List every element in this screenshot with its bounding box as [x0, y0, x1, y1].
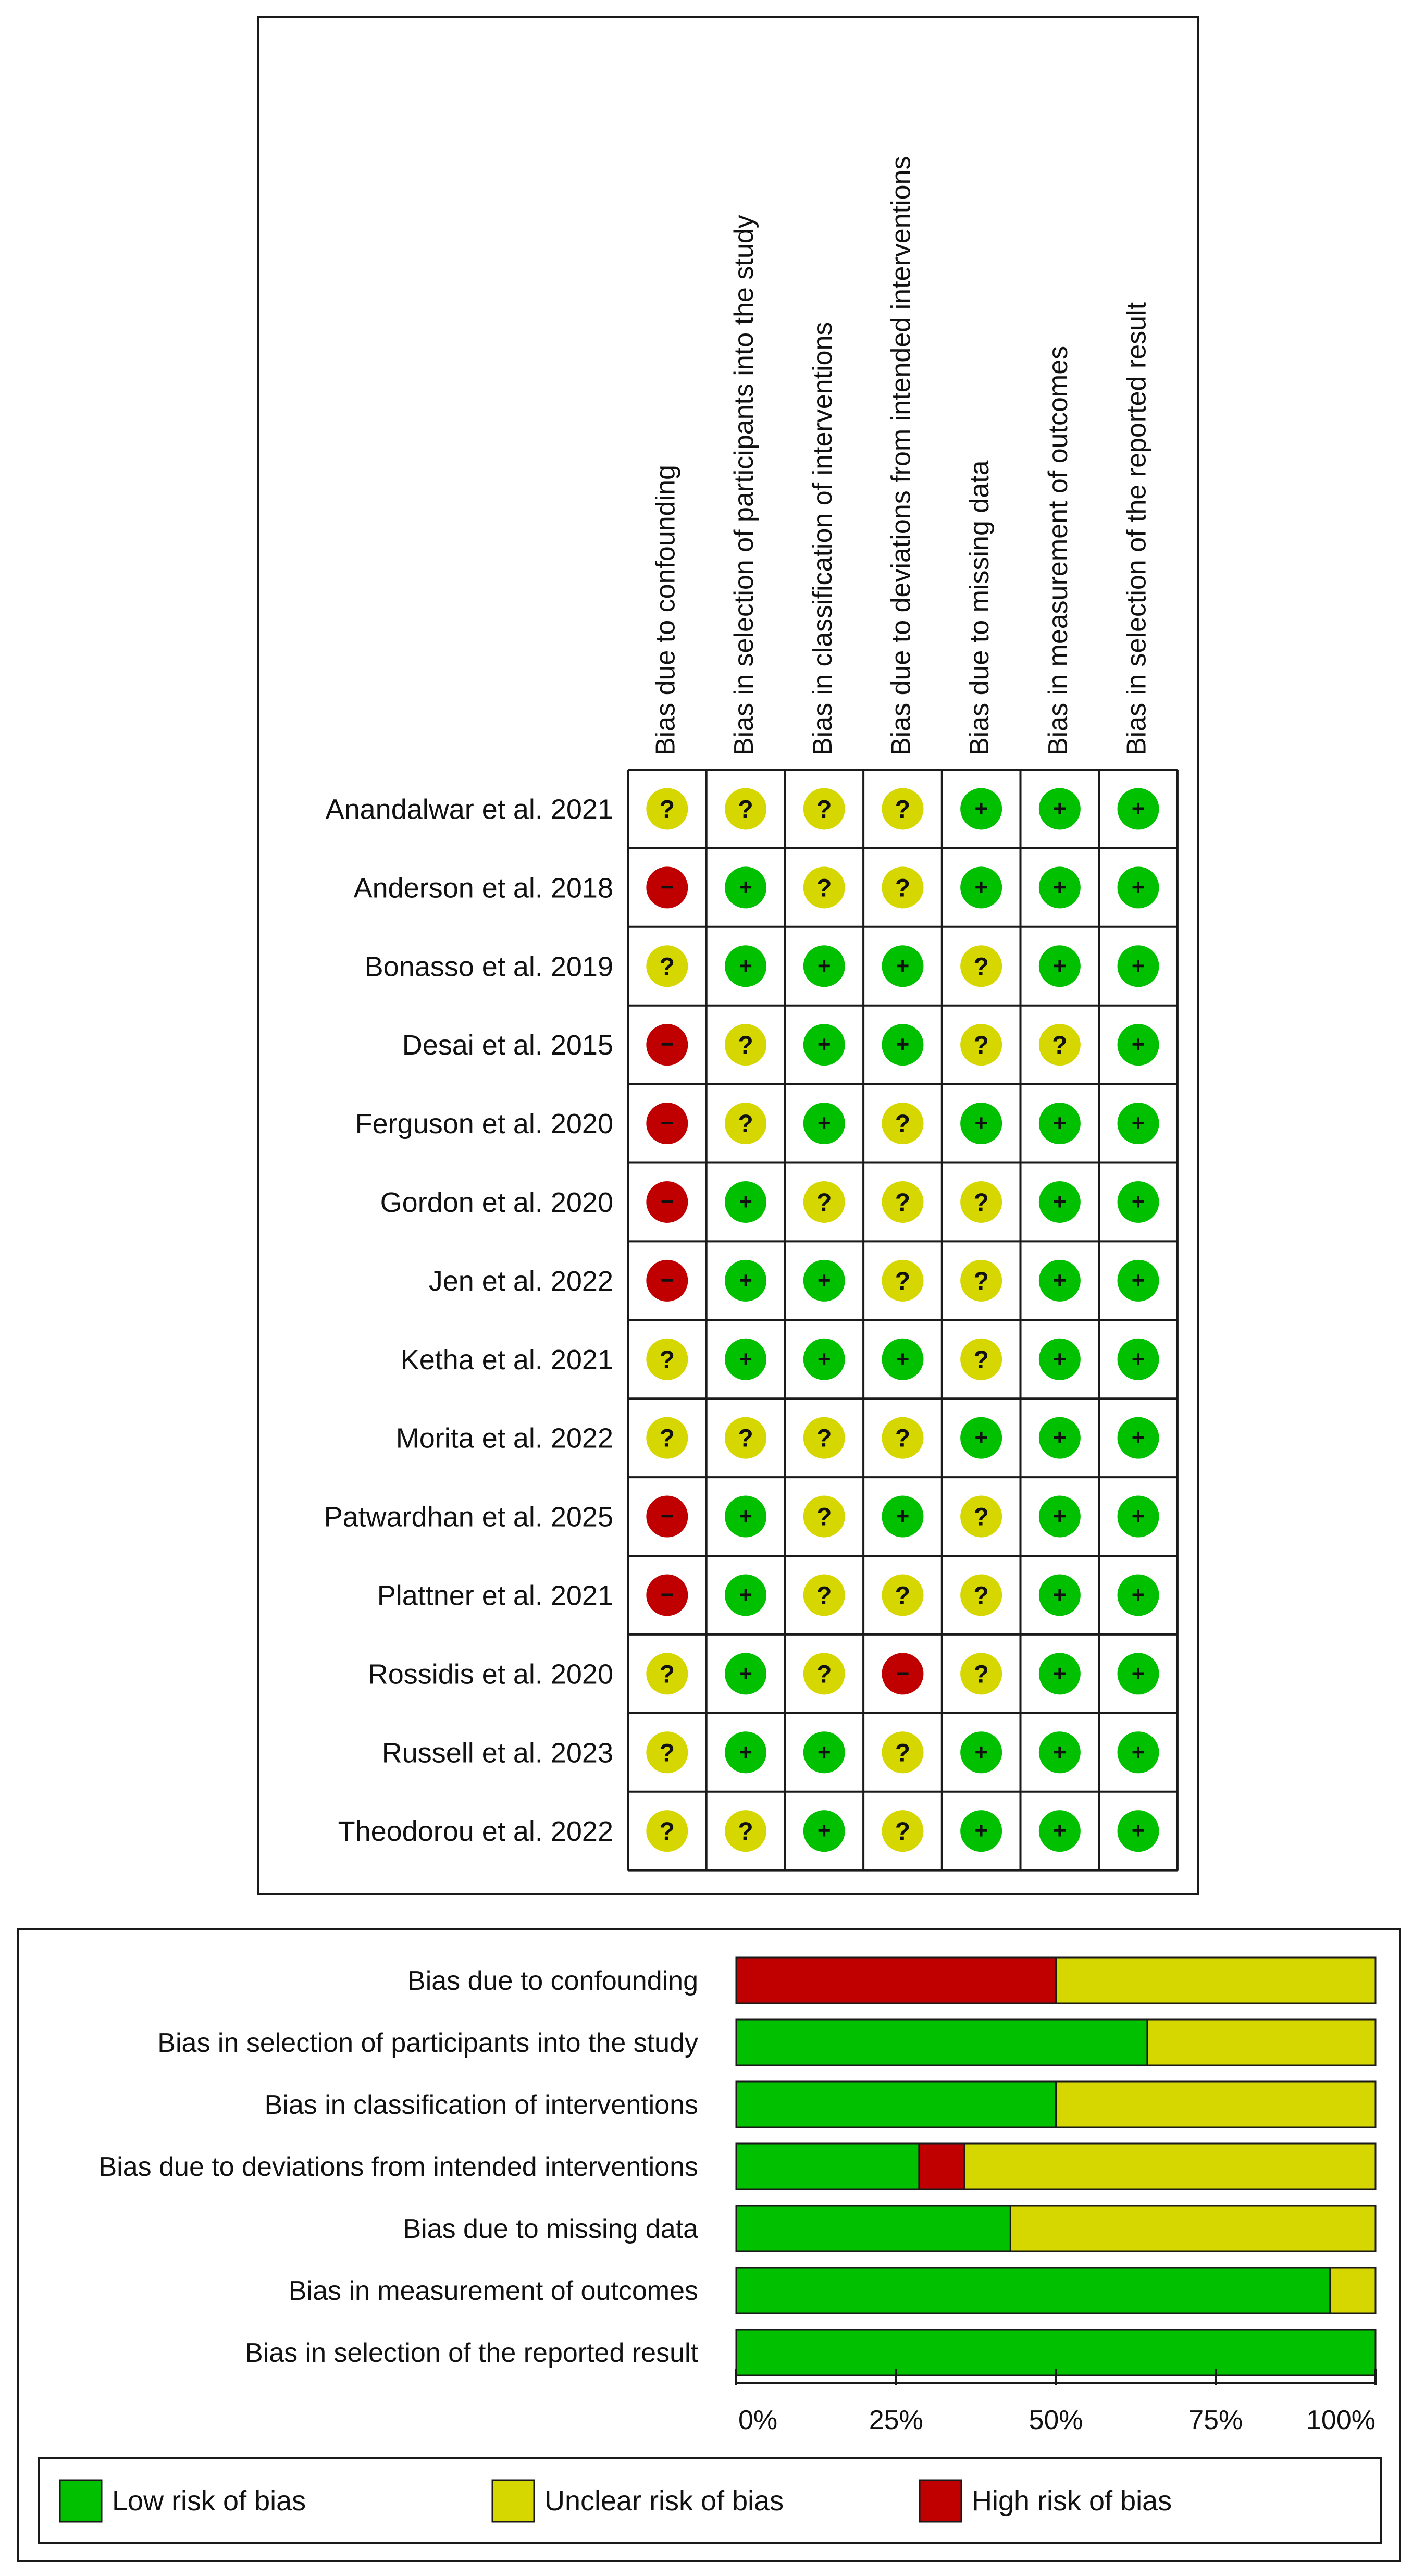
- rating-symbol: +: [1131, 1661, 1145, 1687]
- rating-symbol: +: [974, 1110, 988, 1136]
- category-label: Bias in selection of the reported result: [244, 2338, 698, 2368]
- rating-symbol: ?: [1052, 1032, 1068, 1060]
- rating-symbol: +: [974, 1425, 988, 1451]
- rating-symbol: +: [1131, 1818, 1145, 1844]
- study-label: Ferguson et al. 2020: [355, 1108, 613, 1140]
- rating-symbol: ?: [659, 796, 675, 824]
- rating-symbol: ?: [738, 1425, 753, 1453]
- category-label: Bias in selection of participants into the study: [157, 2028, 698, 2058]
- rating-symbol: +: [1052, 1110, 1067, 1136]
- domain-header: Bias due to missing data: [964, 460, 995, 756]
- rating-symbol: +: [1052, 1267, 1067, 1293]
- rating-symbol: −: [660, 1032, 674, 1058]
- rating-symbol: ?: [816, 1425, 832, 1453]
- legend-label: Unclear risk of bias: [544, 2485, 784, 2517]
- study-label: Rossidis et al. 2020: [367, 1658, 613, 1690]
- study-label: Bonasso et al. 2019: [364, 951, 613, 983]
- high-risk-of-biasbar-segment: [736, 1958, 1056, 2003]
- rating-symbol: +: [1131, 1110, 1145, 1136]
- domain-header: Bias due to confounding: [650, 465, 681, 756]
- rating-symbol: ?: [973, 1346, 989, 1374]
- low-risk-of-biasbar-segment: [736, 2082, 1056, 2127]
- rating-symbol: +: [974, 1818, 988, 1844]
- rating-symbol: ?: [973, 953, 989, 981]
- rating-symbol: ?: [973, 1032, 989, 1060]
- rating-symbol: +: [739, 953, 752, 979]
- study-label: Gordon et al. 2020: [380, 1186, 613, 1218]
- rating-symbol: +: [974, 796, 988, 822]
- study-label: Anandalwar et al. 2021: [325, 794, 613, 825]
- traffic-light-plot: [258, 17, 1198, 1894]
- rating-symbol: ?: [973, 1503, 989, 1531]
- rating-symbol: +: [1131, 953, 1145, 979]
- x-tick-label: 50%: [1029, 2405, 1083, 2435]
- rating-symbol: +: [739, 1739, 752, 1765]
- rating-symbol: −: [660, 1188, 674, 1215]
- rating-symbol: +: [974, 1739, 988, 1765]
- category-label: Bias in classification of interventions: [264, 2090, 698, 2120]
- x-tick-label: 25%: [869, 2405, 923, 2435]
- study-label: Russell et al. 2023: [381, 1737, 613, 1769]
- rating-symbol: ?: [895, 796, 911, 824]
- category-label: Bias due to confounding: [407, 1966, 698, 1996]
- rating-symbol: +: [1052, 1818, 1067, 1844]
- risk-of-bias-summary-chart: [18, 1929, 1400, 2561]
- category-label: Bias due to missing data: [403, 2214, 698, 2244]
- rating-symbol: +: [739, 1188, 752, 1215]
- rating-symbol: ?: [895, 1582, 911, 1610]
- legend-swatch: [60, 2480, 102, 2522]
- study-label: Ketha et al. 2021: [400, 1344, 613, 1376]
- rating-symbol: ?: [659, 1739, 675, 1767]
- rating-symbol: +: [739, 1346, 752, 1372]
- rating-symbol: ?: [895, 874, 911, 902]
- unclear-risk-of-biasbar-segment: [1330, 2268, 1376, 2313]
- x-tick-label: 100%: [1306, 2405, 1376, 2435]
- low-risk-of-biasbar-segment: [736, 2330, 1376, 2375]
- rating-symbol: +: [1131, 1739, 1145, 1765]
- rating-symbol: ?: [895, 1188, 911, 1217]
- unclear-risk-of-biasbar-segment: [1056, 2082, 1376, 2127]
- domain-header: Bias in selection of participants into the study: [729, 215, 760, 756]
- legend-label: Low risk of bias: [112, 2485, 306, 2517]
- rating-symbol: +: [817, 953, 831, 979]
- rating-symbol: +: [817, 1739, 831, 1765]
- rating-symbol: +: [817, 1818, 831, 1844]
- legend-swatch: [492, 2480, 534, 2522]
- study-label: Jen et al. 2022: [428, 1265, 613, 1297]
- rating-symbol: ?: [738, 1110, 753, 1138]
- rating-symbol: ?: [973, 1582, 989, 1610]
- rating-symbol: ?: [659, 1661, 675, 1689]
- rating-symbol: +: [1052, 1739, 1067, 1765]
- unclear-risk-of-biasbar-segment: [1056, 1958, 1376, 2003]
- rating-symbol: +: [1052, 1582, 1067, 1608]
- rating-symbol: ?: [816, 796, 832, 824]
- rating-symbol: +: [1052, 1425, 1067, 1451]
- rating-symbol: +: [1131, 1346, 1145, 1372]
- study-label: Desai et al. 2015: [402, 1030, 613, 1061]
- rating-symbol: +: [817, 1346, 831, 1372]
- rating-symbol: −: [660, 1110, 674, 1136]
- study-label: Morita et al. 2022: [395, 1422, 613, 1454]
- rating-symbol: ?: [895, 1425, 911, 1453]
- rating-symbol: +: [1052, 874, 1067, 900]
- rating-symbol: −: [660, 874, 674, 900]
- rating-symbol: +: [896, 953, 910, 979]
- study-label: Patwardhan et al. 2025: [324, 1501, 613, 1533]
- legend-label: High risk of bias: [972, 2485, 1172, 2517]
- rating-symbol: ?: [973, 1188, 989, 1217]
- rating-symbol: +: [817, 1032, 831, 1058]
- rating-symbol: +: [1131, 874, 1145, 900]
- rating-symbol: ?: [659, 1425, 675, 1453]
- rating-symbol: ?: [895, 1739, 911, 1767]
- rating-symbol: +: [974, 874, 988, 900]
- rating-symbol: ?: [738, 796, 753, 824]
- rating-symbol: ?: [738, 1032, 753, 1060]
- rating-symbol: +: [896, 1032, 910, 1058]
- rating-symbol: ?: [738, 1818, 753, 1846]
- rating-symbol: ?: [659, 1346, 675, 1374]
- rating-symbol: +: [817, 1110, 831, 1136]
- rating-symbol: ?: [895, 1818, 911, 1846]
- unclear-risk-of-biasbar-segment: [1147, 2020, 1376, 2065]
- unclear-risk-of-biasbar-segment: [964, 2144, 1376, 2189]
- rating-symbol: −: [660, 1582, 674, 1608]
- low-risk-of-biasbar-segment: [736, 2144, 919, 2189]
- rating-symbol: ?: [816, 1661, 832, 1689]
- rating-symbol: +: [1052, 1346, 1067, 1372]
- rating-symbol: +: [1131, 1267, 1145, 1293]
- rating-symbol: +: [1131, 796, 1145, 822]
- study-label: Theodorou et al. 2022: [338, 1816, 613, 1848]
- rating-symbol: ?: [895, 1110, 911, 1138]
- low-risk-of-biasbar-segment: [736, 2268, 1330, 2313]
- study-label: Plattner et al. 2021: [377, 1580, 613, 1612]
- rating-symbol: ?: [816, 1188, 832, 1217]
- rating-symbol: +: [1131, 1188, 1145, 1215]
- category-label: Bias in measurement of outcomes: [288, 2276, 698, 2306]
- rating-symbol: +: [1052, 1661, 1067, 1687]
- rating-symbol: +: [817, 1267, 831, 1293]
- low-risk-of-biasbar-segment: [736, 2206, 1010, 2251]
- unclear-risk-of-biasbar-segment: [1010, 2206, 1376, 2251]
- rating-symbol: +: [1052, 953, 1067, 979]
- rating-symbol: +: [739, 874, 752, 900]
- rating-symbol: ?: [816, 874, 832, 902]
- rating-symbol: +: [896, 1346, 910, 1372]
- x-tick-label: 0%: [738, 2405, 778, 2435]
- rating-symbol: +: [1052, 1503, 1067, 1529]
- domain-header: Bias in measurement of outcomes: [1043, 345, 1073, 756]
- category-label: Bias due to deviations from intended interventions: [98, 2152, 698, 2182]
- rating-symbol: ?: [973, 1267, 989, 1295]
- rating-symbol: +: [1131, 1582, 1145, 1608]
- rating-symbol: +: [896, 1503, 910, 1529]
- domain-header: Bias in selection of the reported result: [1121, 302, 1152, 756]
- rating-symbol: ?: [895, 1267, 911, 1295]
- rating-symbol: +: [739, 1267, 752, 1293]
- rating-symbol: +: [1131, 1425, 1145, 1451]
- rating-symbol: −: [660, 1503, 674, 1529]
- rating-symbol: +: [739, 1661, 752, 1687]
- rating-symbol: ?: [659, 1818, 675, 1846]
- rating-symbol: +: [1052, 796, 1067, 822]
- rating-symbol: +: [1052, 1188, 1067, 1215]
- rating-symbol: +: [1131, 1503, 1145, 1529]
- rating-symbol: ?: [659, 953, 675, 981]
- rating-symbol: −: [896, 1661, 910, 1687]
- study-label: Anderson et al. 2018: [353, 872, 613, 904]
- rating-symbol: ?: [973, 1661, 989, 1689]
- legend-swatch: [920, 2480, 961, 2522]
- rating-symbol: ?: [816, 1503, 832, 1531]
- low-risk-of-biasbar-segment: [736, 2020, 1147, 2065]
- rating-symbol: ?: [816, 1582, 832, 1610]
- rating-symbol: +: [739, 1503, 752, 1529]
- rating-symbol: +: [1131, 1032, 1145, 1058]
- domain-header: Bias due to deviations from intended interventions: [886, 156, 916, 756]
- high-risk-of-biasbar-segment: [919, 2144, 964, 2189]
- domain-header: Bias in classification of interventions: [807, 321, 838, 756]
- rating-symbol: −: [660, 1267, 674, 1293]
- rating-symbol: +: [739, 1582, 752, 1608]
- x-tick-label: 75%: [1188, 2405, 1243, 2435]
